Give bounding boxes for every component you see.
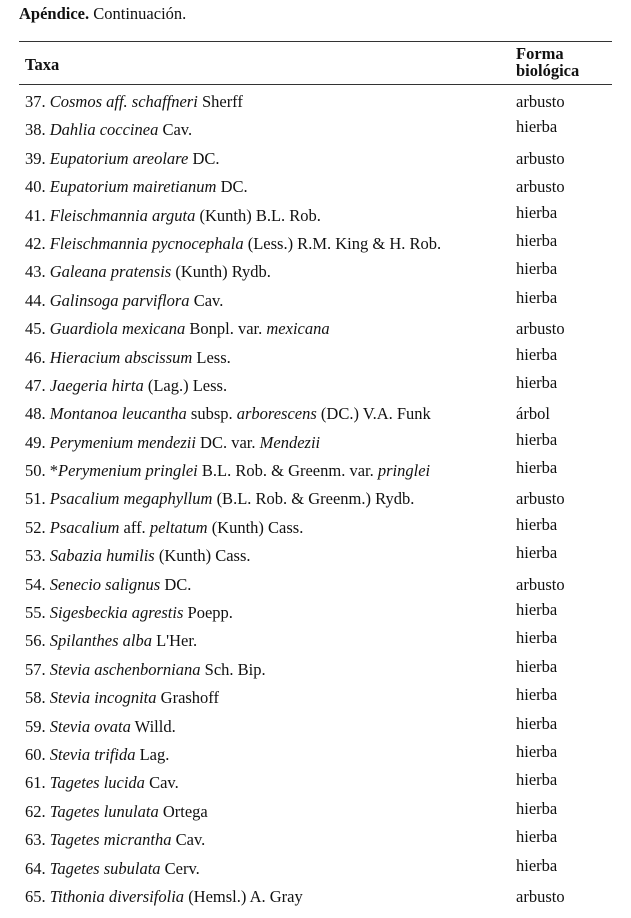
taxon-text-part: Cav. [158, 120, 193, 140]
taxon-italic-part: Tagetes lucida [49, 773, 145, 793]
taxon-text-part: (Kunth) Rydb. [171, 262, 271, 282]
taxon-text-part: Cerv. [160, 858, 200, 878]
table-row [19, 457, 612, 485]
taxon-italic-part: Galinsoga parviflora [49, 290, 190, 310]
forma-header-line1: Forma [516, 44, 564, 63]
table-row [19, 485, 612, 513]
taxon-text-part: 57. [25, 659, 50, 679]
taxon-text-part: Less. [192, 347, 231, 367]
forma-biologica-cell: hierba [516, 770, 558, 790]
taxon-text-part: Sch. Bip. [200, 659, 266, 679]
table-row [19, 230, 612, 258]
taxon-italic-part: Sigesbeckia agrestis [49, 603, 184, 623]
taxon-text-part: Poepp. [183, 603, 233, 623]
taxon-italic-part: Galeana pratensis [49, 262, 172, 282]
forma-biologica-cell: árbol [516, 404, 550, 424]
taxon-cell [25, 404, 431, 424]
forma-biologica-cell: hierba [516, 429, 558, 449]
table-row [19, 315, 612, 343]
taxon-cell [25, 745, 169, 765]
taxon-text-part: subsp. [186, 404, 237, 424]
taxon-italic-part: Stevia incognita [49, 688, 157, 708]
forma-biologica-cell: hierba [516, 713, 558, 733]
taxon-text-part: 58. [25, 688, 50, 708]
table-caption [19, 4, 186, 24]
taxon-text-part: 47. [25, 375, 50, 395]
table-row [19, 173, 612, 201]
table-body [19, 88, 612, 911]
taxon-cell [25, 660, 266, 680]
taxon-italic-part: Stevia ovata [49, 716, 131, 736]
taxon-italic-part: Guardiola mexicana [49, 319, 186, 339]
table-row [19, 713, 612, 741]
taxon-cell [25, 688, 219, 708]
taxon-text-part: 50. * [25, 461, 58, 481]
taxon-italic-part: Perymenium pringlei [58, 461, 198, 481]
taxon-text-part: 53. [25, 546, 50, 566]
taxon-text-part: 40. [25, 177, 50, 197]
forma-biologica-cell: hierba [516, 798, 558, 818]
taxon-italic-part: Fleischmannia pycnocephala [49, 233, 244, 253]
forma-biologica-cell: arbusto [516, 177, 565, 197]
taxon-text-part: (Lag.) Less. [143, 375, 228, 395]
taxon-cell [25, 603, 233, 623]
taxon-text-part: 51. [25, 489, 50, 509]
taxon-cell [25, 319, 330, 339]
taxon-text-part: 37. [25, 92, 50, 111]
taxon-italic-part: Spilanthes alba [49, 631, 152, 651]
forma-biologica-cell: arbusto [516, 489, 565, 509]
table-row [19, 372, 612, 400]
taxon-text-part: 48. [25, 404, 50, 424]
forma-biologica-cell: hierba [516, 458, 558, 478]
forma-biologica-cell: hierba [516, 344, 558, 364]
taxon-italic-part: Hieracium abscissum [49, 347, 193, 367]
taxon-text-part: DC. [216, 177, 248, 197]
taxon-text-part: 61. [25, 773, 50, 793]
table-header-rule [19, 84, 612, 85]
taxon-italic-part: Montanoa leucantha [49, 404, 187, 424]
column-header-forma-biologica [516, 45, 612, 79]
taxon-italic-part: Psacalium megaphyllum [49, 489, 213, 509]
forma-biologica-cell: hierba [516, 543, 558, 563]
taxon-cell [25, 262, 271, 282]
taxon-text-part: 60. [25, 744, 50, 764]
taxon-text-part: Lag. [135, 744, 170, 764]
taxon-cell [25, 461, 430, 481]
taxon-text-part: 63. [25, 830, 50, 850]
taxon-cell [25, 830, 205, 850]
taxon-italic-part: Tagetes lunulata [49, 801, 159, 821]
taxon-cell [25, 120, 192, 140]
taxon-text-part: (Kunth) B.L. Rob. [195, 205, 321, 225]
taxon-text-part: DC. [160, 574, 192, 594]
taxon-italic-part: Jaegeria hirta [49, 375, 144, 395]
taxon-text-part: 43. [25, 262, 50, 282]
caption-text: Continuación. [89, 4, 187, 23]
table-row [19, 542, 612, 570]
table-row [19, 429, 612, 457]
forma-biologica-cell: hierba [516, 372, 558, 392]
taxon-text-part: 49. [25, 432, 50, 452]
taxon-cell [25, 887, 303, 907]
taxon-text-part: 39. [25, 148, 50, 168]
table-row [19, 116, 612, 144]
taxon-cell [25, 802, 208, 822]
table-row [19, 826, 612, 854]
table-header [19, 42, 612, 84]
taxon-text-part: (DC.) V.A. Funk [316, 404, 431, 424]
taxon-italic-part: Tagetes micrantha [49, 830, 172, 850]
column-header-taxa: Taxa [25, 55, 60, 74]
taxon-text-part: 64. [25, 858, 50, 878]
taxon-cell [25, 489, 414, 509]
taxon-text-part: 56. [25, 631, 50, 651]
taxon-cell [25, 546, 251, 566]
taxon-cell [25, 518, 303, 538]
taxon-cell [25, 575, 191, 595]
taxon-text-part: 41. [25, 205, 50, 225]
forma-biologica-cell: arbusto [516, 148, 565, 168]
taxon-text-part: B.L. Rob. & Greenm. var. [197, 461, 378, 481]
taxon-text-part: 54. [25, 574, 50, 594]
taxon-italic-part: Tithonia diversifolia [49, 886, 185, 906]
taxon-italic-part: Sabazia humilis [49, 546, 155, 566]
taxon-italic-part: Senecio salignus [49, 574, 161, 594]
taxon-text-part: Ortega [158, 801, 208, 821]
forma-biologica-cell: hierba [516, 855, 558, 875]
taxon-text-part: Cav. [189, 290, 224, 310]
taxon-text-part: 52. [25, 517, 50, 537]
table-row [19, 287, 612, 315]
taxon-italic-part: Stevia aschenborniana [49, 659, 201, 679]
taxon-text-part: Sherff [197, 92, 243, 111]
table-row [19, 571, 612, 599]
taxon-italic-part: peltatum [149, 517, 208, 537]
taxon-cell [25, 631, 197, 651]
taxon-cell [25, 348, 231, 368]
taxon-text-part: Cav. [171, 830, 206, 850]
forma-biologica-cell: hierba [516, 514, 558, 534]
taxon-text-part: DC. [188, 148, 220, 168]
forma-biologica-cell: arbusto [516, 886, 565, 906]
taxon-text-part: DC. var. [195, 432, 260, 452]
forma-biologica-cell: hierba [516, 628, 558, 648]
taxon-text-part: Willd. [130, 716, 176, 736]
taxon-text-part: 38. [25, 120, 50, 140]
taxon-text-part: (Kunth) Cass. [207, 517, 304, 537]
table-row [19, 258, 612, 286]
taxon-cell [25, 149, 219, 169]
taxon-text-part: 45. [25, 319, 50, 339]
taxon-text-part: L'Her. [151, 631, 198, 651]
taxon-italic-part: Psacalium [49, 517, 120, 537]
table-row [19, 145, 612, 173]
table-row [19, 88, 612, 116]
forma-biologica-cell: hierba [516, 202, 558, 222]
table-row [19, 656, 612, 684]
taxon-cell [25, 376, 227, 396]
taxon-cell [25, 177, 248, 197]
forma-biologica-cell: hierba [516, 656, 558, 676]
taxon-italic-part: Mendezii [259, 432, 321, 452]
taxon-italic-part: mexicana [266, 319, 330, 339]
forma-biologica-cell: hierba [516, 117, 558, 137]
taxon-cell [25, 234, 441, 254]
table-row [19, 769, 612, 797]
table-row [19, 400, 612, 428]
table-row [19, 599, 612, 627]
table-row [19, 883, 612, 911]
taxon-italic-part: Stevia trifida [49, 744, 136, 764]
forma-biologica-cell: hierba [516, 600, 558, 620]
taxon-cell [25, 92, 243, 112]
forma-biologica-cell: arbusto [516, 574, 565, 594]
taxon-text-part: 55. [25, 603, 50, 623]
taxon-cell [25, 291, 223, 311]
caption-label: Apéndice. [19, 4, 90, 23]
forma-biologica-cell: hierba [516, 741, 558, 761]
forma-biologica-cell: arbusto [516, 92, 565, 111]
taxon-cell [25, 859, 200, 879]
taxon-text-part: Bonpl. var. [185, 319, 267, 339]
forma-biologica-cell: hierba [516, 230, 558, 250]
taxon-italic-part: Cosmos aff. schaffneri [49, 92, 198, 111]
taxon-italic-part: arborescens [236, 404, 317, 424]
forma-biologica-cell: hierba [516, 259, 558, 279]
taxon-text-part: 65. [25, 886, 50, 906]
taxon-text-part: 62. [25, 801, 50, 821]
taxon-text-part: (Less.) R.M. King & H. Rob. [243, 233, 442, 253]
taxon-italic-part: Dahlia coccinea [49, 120, 159, 140]
taxon-cell [25, 433, 320, 453]
taxon-text-part: (Kunth) Cass. [154, 546, 251, 566]
taxon-text-part: Cav. [144, 773, 179, 793]
taxon-italic-part: pringlei [377, 461, 431, 481]
table-row [19, 514, 612, 542]
table-row [19, 741, 612, 769]
forma-biologica-cell: hierba [516, 685, 558, 705]
table-row [19, 798, 612, 826]
taxon-text-part: (B.L. Rob. & Greenm.) Rydb. [212, 489, 415, 509]
taxon-italic-part: Tagetes subulata [49, 858, 161, 878]
taxon-text-part: 46. [25, 347, 50, 367]
taxon-text-part: aff. [119, 517, 150, 537]
forma-biologica-cell: arbusto [516, 319, 565, 339]
table-row [19, 202, 612, 230]
taxon-text-part: 42. [25, 233, 50, 253]
taxon-cell [25, 717, 176, 737]
appendix-table [19, 41, 612, 911]
table-row [19, 855, 612, 883]
taxon-text-part: (Hemsl.) A. Gray [184, 886, 303, 906]
table-row [19, 627, 612, 655]
taxon-italic-part: Eupatorium mairetianum [49, 177, 217, 197]
taxon-text-part: 59. [25, 716, 50, 736]
table-row [19, 344, 612, 372]
forma-biologica-cell: hierba [516, 827, 558, 847]
table-row [19, 684, 612, 712]
forma-biologica-cell: hierba [516, 287, 558, 307]
forma-header-line2: biológica [516, 61, 580, 80]
taxon-italic-part: Perymenium mendezii [49, 432, 196, 452]
taxon-cell [25, 773, 179, 793]
taxon-cell [25, 206, 321, 226]
taxon-text-part: 44. [25, 290, 50, 310]
taxon-italic-part: Eupatorium areolare [49, 148, 189, 168]
taxon-italic-part: Fleischmannia arguta [49, 205, 196, 225]
taxon-text-part: Grashoff [156, 688, 220, 708]
